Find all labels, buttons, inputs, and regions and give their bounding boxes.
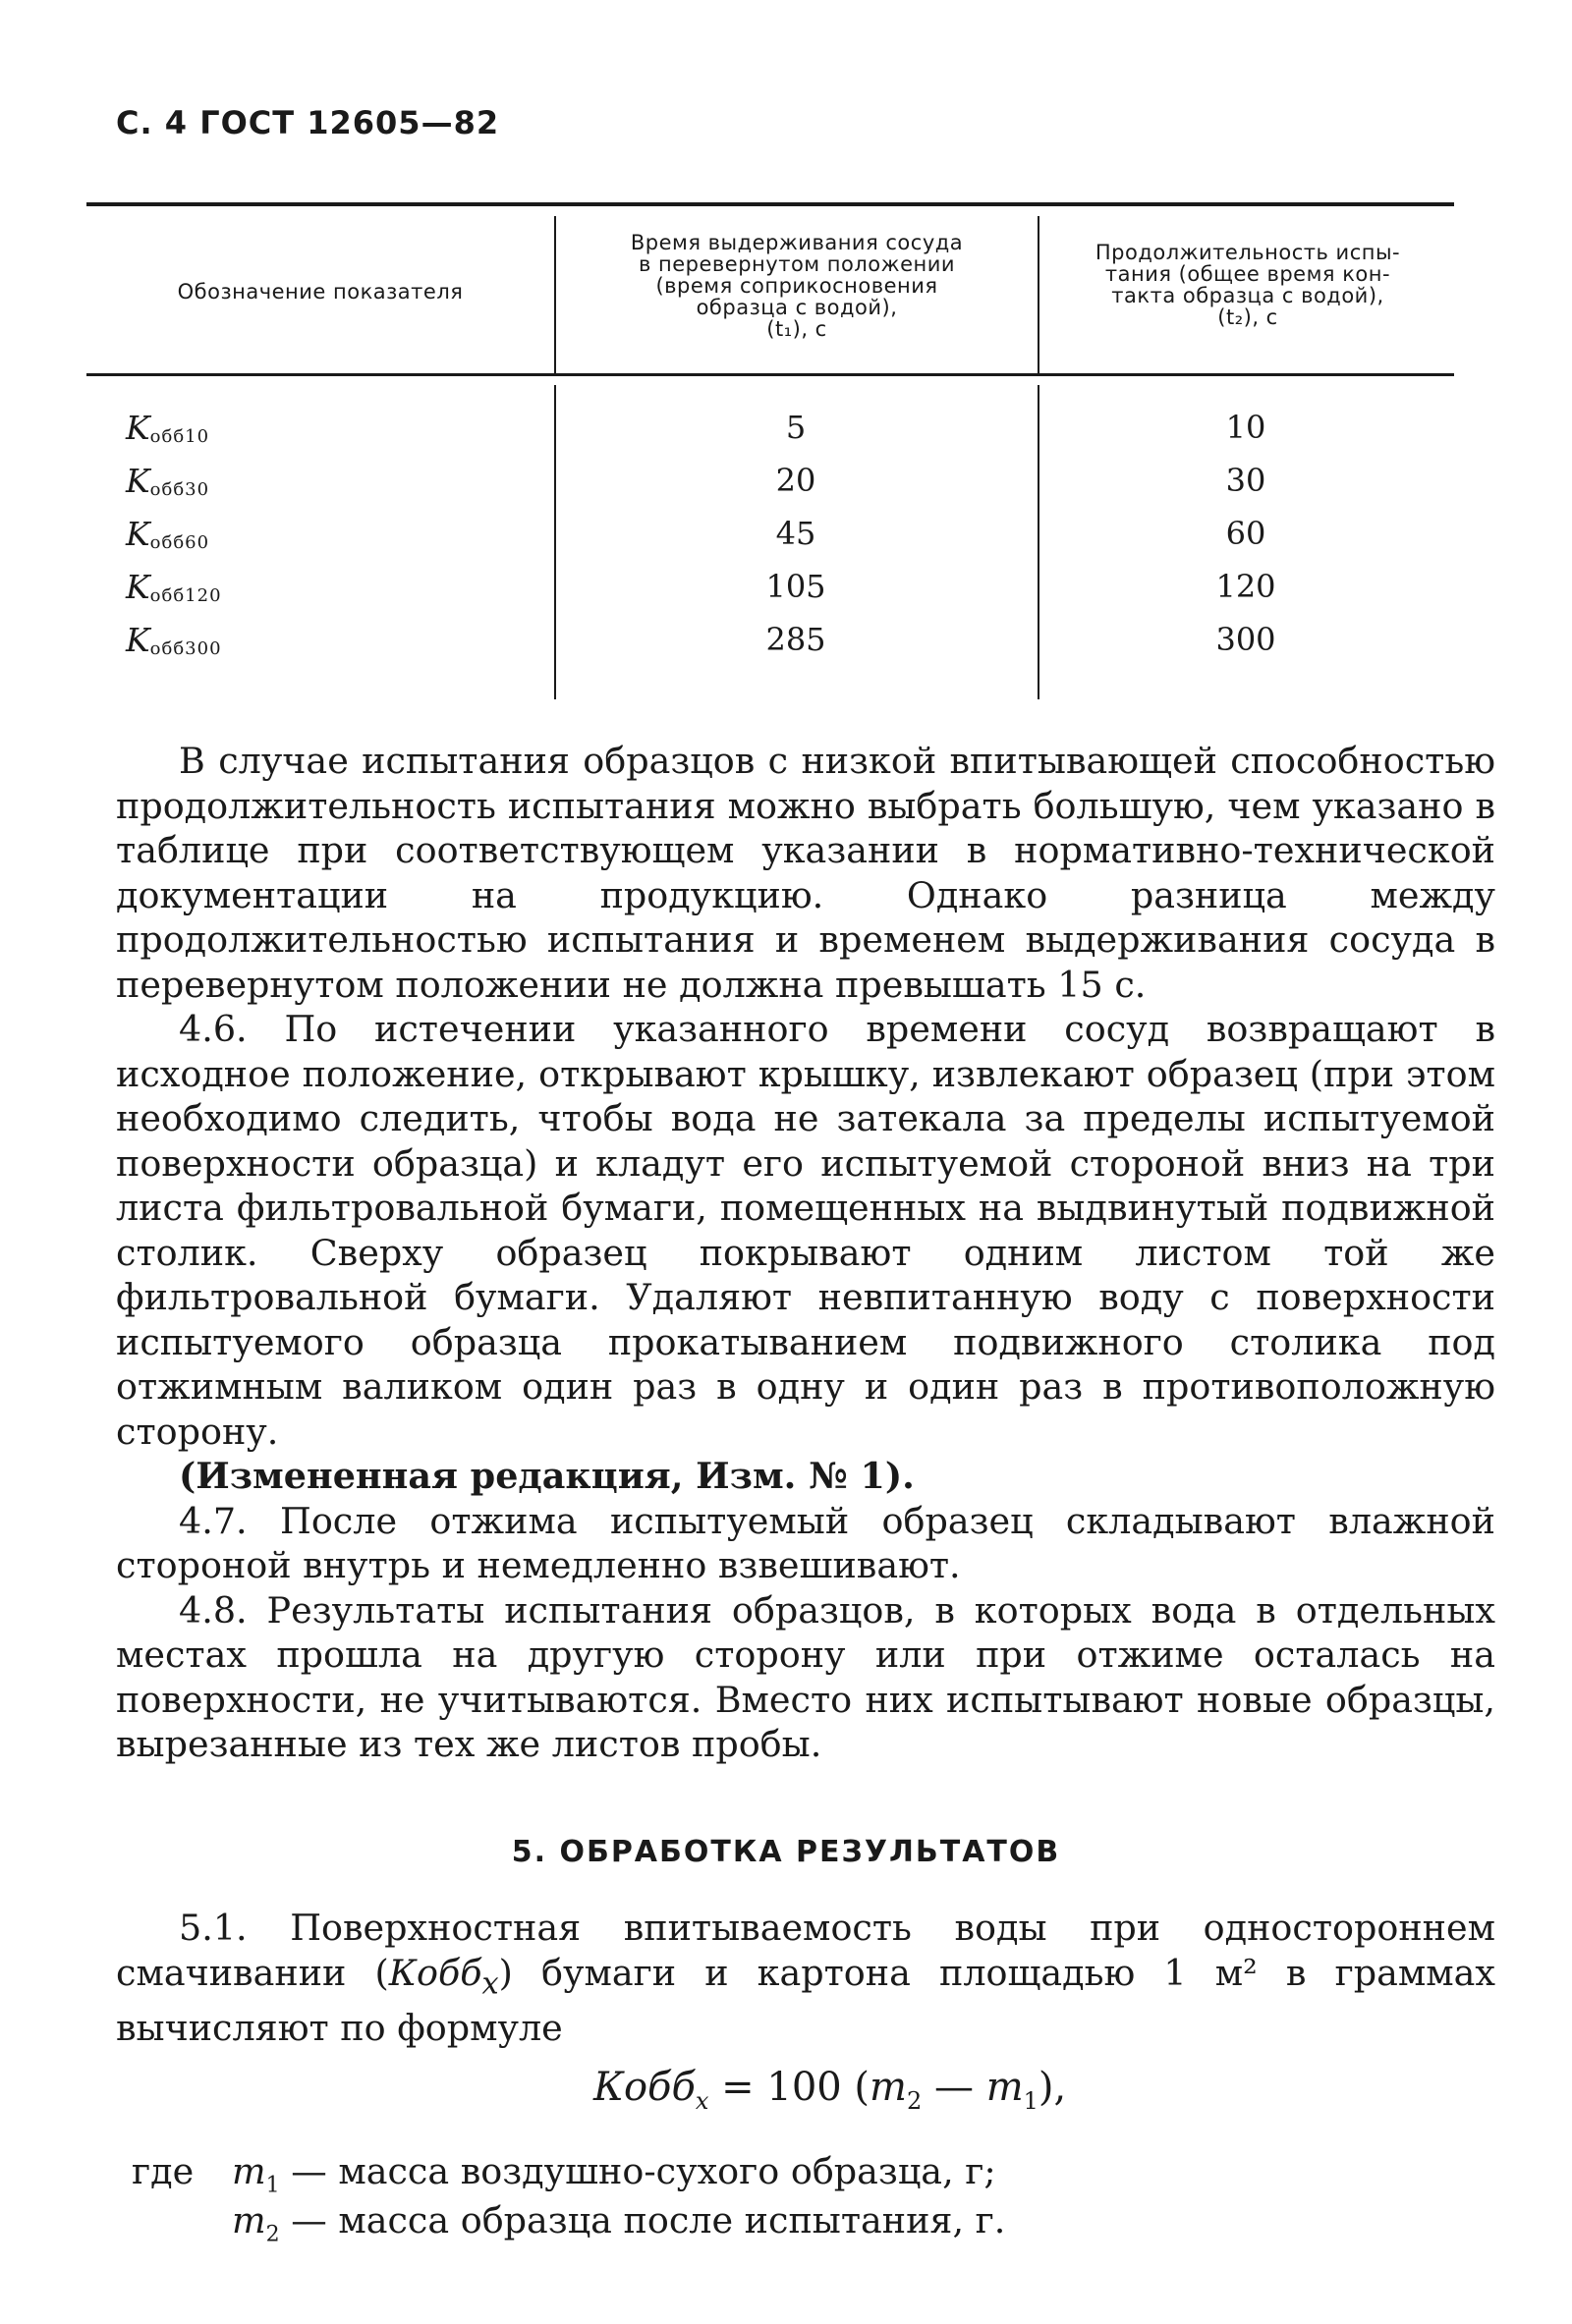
header-line: такта образца с водой), <box>1111 284 1384 307</box>
formula-minus: — <box>922 2065 986 2110</box>
header-symbol: (t₁), с <box>766 317 827 341</box>
section-title: 5. ОБРАБОТКА РЕЗУЛЬТАТОВ <box>511 1835 1061 1869</box>
paragraph-4-6: 4.6. По истечении указанного времени сосуд возвращают в исходное положение, открывают крышку, извлекают образец (при этом необходимо следить, чтобы вода не затекала за пределы испытуемой поверхности образца) и кладут его испытуемой стороной вниз на три листа фильтровальной бумаги, помещенных на выдвинутый подвижной столик. Сверху образец покрывают одним листом той же фильтровальной бумаги. Удаляют невпитанную воду с поверхности испытуемого образца прокатыванием подвижного столика под отжимным валиком один раз в одну и один раз в противоположную сторону. <box>116 1008 1495 1453</box>
indicator-index: обб300 <box>149 638 222 659</box>
where-word: где <box>132 2150 195 2192</box>
header-indicator: Обозначение показателя <box>177 280 464 304</box>
header-line: образца с водой), <box>696 296 898 319</box>
duration-cell: 10 <box>1225 409 1266 446</box>
indicator-cell <box>126 568 222 606</box>
indicator-symbol: K <box>126 515 150 553</box>
p51-text-after: ) бумаги и картона площадью 1 м² в граммах вычисляют по формуле <box>116 1951 1495 2050</box>
table-row <box>86 621 1454 674</box>
table-divider <box>554 216 556 373</box>
indicator-index: обб60 <box>149 532 210 553</box>
indicator-index: обб120 <box>149 585 222 606</box>
p51-symbol <box>388 1951 499 2001</box>
formula-rhs-text: = 100 ( <box>708 2065 870 2110</box>
table-row <box>86 409 1454 462</box>
legend-var-sub: 1 <box>265 2173 280 2198</box>
legend-var-base: m <box>232 2150 266 2192</box>
section-body <box>116 1906 1495 2051</box>
indicator-symbol: K <box>126 409 150 447</box>
amendment-note: (Измененная редакция, Изм. № 1). <box>179 1455 915 1497</box>
legend-item <box>232 2196 1005 2259</box>
duration-cell: 120 <box>1215 568 1276 605</box>
legend-var-sub: 2 <box>265 2222 280 2247</box>
indicator-cell <box>126 515 209 553</box>
header-hold-time <box>568 232 1026 340</box>
hold-time-cell: 45 <box>775 515 816 552</box>
indicator-cell <box>126 462 209 500</box>
formula-m1: m <box>985 2065 1024 2110</box>
duration-cell: 30 <box>1225 462 1266 499</box>
table-row <box>86 568 1454 621</box>
legend-var-base: m <box>232 2199 266 2241</box>
formula-m1-sub: 1 <box>1023 2087 1039 2115</box>
table-top-rule <box>86 202 1454 206</box>
table-row <box>86 515 1454 568</box>
table-divider <box>1038 216 1039 373</box>
formula-m2-sub: 2 <box>906 2087 923 2115</box>
formula-lhs: Кобб <box>593 2065 696 2110</box>
header-line: Время выдерживания сосуда <box>630 231 964 254</box>
legend-desc: — масса образца после испытания, г. <box>279 2199 1006 2241</box>
indicator-index: обб10 <box>149 426 210 447</box>
table-row <box>86 462 1454 515</box>
duration-cell: 60 <box>1225 515 1266 552</box>
paragraph-low-absorbency: В случае испытания образцов с низкой впитывающей способностью продолжительность испытания можно выбрать большую, чем указано в таблице при соответствующем указании в нормативно-технической документации на продукцию. Однако разница между продолжительностью испытания и временем выдерживания сосуда в перевернутом положении не должна превышать 15 с. <box>116 740 1495 1006</box>
header-line: (время соприкосновения <box>655 274 938 298</box>
hold-time-cell: 105 <box>765 568 826 605</box>
hold-time-cell: 20 <box>775 462 816 499</box>
paragraph-4-8: 4.8. Результаты испытания образцов, в которых вода в отдельных местах прошла на другую сторону или при отжиме осталась на поверхности, не учитываются. Вместо них испытывают новые образцы, вырезанные из тех же листов пробы. <box>116 1588 1495 1765</box>
body-text <box>116 739 1495 1767</box>
hold-time-cell: 5 <box>785 409 807 446</box>
p51-text-before: 5.1. Поверхностная впитываемость воды при одностороннем смачивании ( <box>116 1907 1495 1994</box>
legend-desc: — масса воздушно-сухого образца, г; <box>279 2150 996 2192</box>
formula-close: ), <box>1038 2065 1067 2110</box>
header-line: Продолжительность испы- <box>1095 241 1401 264</box>
header-line: тания (общее время кон- <box>1104 262 1391 286</box>
indicator-cell <box>126 621 222 659</box>
table-body <box>86 409 1454 674</box>
legend-var <box>232 2150 280 2198</box>
duration-cell: 300 <box>1215 621 1276 658</box>
header-test-duration <box>1051 242 1444 328</box>
indicator-symbol: K <box>126 462 150 500</box>
indicator-symbol: K <box>126 621 150 659</box>
formula-m2: m <box>870 2065 907 2110</box>
indicator-symbol: K <box>126 568 150 606</box>
page-header: С. 4 ГОСТ 12605—82 <box>116 104 500 141</box>
legend-var <box>232 2199 280 2247</box>
paragraph-4-7: 4.7. После отжима испытуемый образец складывают влажной стороной внутрь и немедленно взвешивают. <box>116 1499 1495 1586</box>
header-line: в перевернутом положении <box>638 252 956 276</box>
indicator-cell <box>126 409 209 447</box>
test-duration-table <box>86 202 1454 703</box>
hold-time-cell: 285 <box>765 621 826 658</box>
p51-symbol-sub: x <box>481 1965 499 2001</box>
p51-symbol-base: Кобб <box>388 1951 482 1994</box>
formula <box>593 2065 1066 2115</box>
header-symbol: (t₂), с <box>1217 305 1278 329</box>
table-header-rule <box>86 373 1454 376</box>
paragraph-5-1 <box>116 1906 1495 2051</box>
indicator-index: обб30 <box>149 479 210 500</box>
formula-lhs-sub: x <box>695 2087 709 2115</box>
